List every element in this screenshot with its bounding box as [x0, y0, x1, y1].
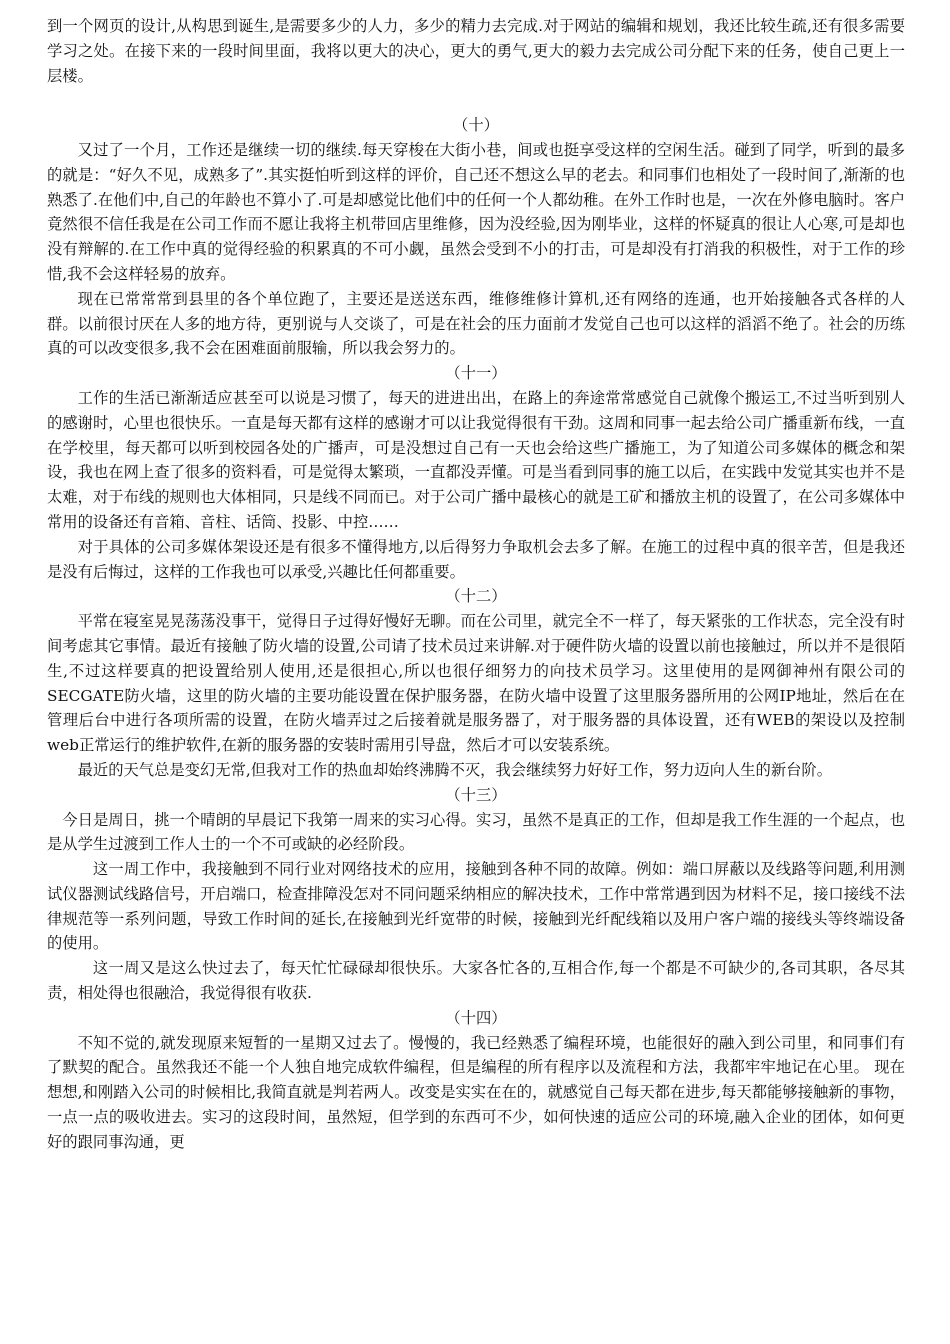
section-12-paragraph-1: 平常在寝室晃晃荡荡没事干，觉得日子过得好慢好无聊。而在公司里，就完全不一样了，每天紧张的工作状态，完全没有时间考虑其它事情。最近有接触了防火墙的设置,公司请了技术员过来讲解.对于硬件防火墙的设置以前也接触过，所以并不是很陌生,不过这样要真的把设置给别人使用,还是很担心,所以也很仔细努力的向技术员学习。这里使用的是网御神州有限公司的SECGATE防火墙，这里的防火墙的主要功能设置在保护服务器，在防火墙中设置了这里服务器所用的公网IP地址，然后在在管理后台中进行各项所需的设置，在防火墙弄过之后接着就是服务器了，对于服务器的具体设置，还有WEB的架设以及控制web正常运行的维护软件,在新的服务器的安装时需用引导盘，然后才可以安装系统。 — [47, 612, 905, 755]
section-10-paragraph-1: 又过了一个月，工作还是继续一切的继续.每天穿梭在大街小巷，间或也挺享受这样的空闲生活。碰到了同学，听到的最多的就是：“好久不见，成熟多了”.其实挺怕听到这样的评价，自己还不想这么早的老去。和同事们也相处了一段时间了,渐渐的也熟悉了.在他们中,自己的年龄也不算小了.可是却感觉比他们中的任何一个人都幼稚。在外工作时也是，一次在外修电脑时。客户竟然很不信任我是在公司工作而不愿让我将主机带回店里维修，因为没经验,因为刚毕业，这样的怀疑真的很让人心寒,可是却也没有辩解的.在工作中真的觉得经验的积累真的不可小觑，虽然会受到不小的打击，可是却没有打消我的积极性，对于工作的珍惜,我不会这样轻易的放弃。 — [47, 140, 905, 283]
intro-paragraph: 到一个网页的设计,从构思到诞生,是需要多少的人力，多少的精力去完成.对于网站的编辑和规划，我还比较生疏,还有很多需要学习之处。在接下来的一段时间里面，我将以更大的决心，更大的勇气,更大的毅力去完成公司分配下来的任务，使自己更上一层楼。 — [47, 17, 905, 85]
document-page — [47, 14, 905, 1155]
section-11-paragraph-1: 工作的生活已渐渐适应甚至可以说是习惯了，每天的进进出出，在路上的奔途常常感觉自己就像个搬运工,不过当听到别人的感谢时，心里也很快乐。一直是每天都有这样的感谢才可以让我觉得很有干劲。这周和同事一起去给公司广播重新布线，一直在学校里，每天都可以听到校园各处的广播声，可是没想过自己有一天也会给这些广播施工，为了知道公司多媒体的概念和架设，我也在网上查了很多的资料看，可是觉得太繁琐，一直都没弄懂。可是当看到同事的施工以后，在实践中发觉其实也并不是太难，对于布线的规则也大体相同，只是线不同而已。对于公司广播中最核心的就是工矿和播放主机的设置了，在公司多媒体中常用的设备还有音箱、音柱、话筒、投影、中控…… — [47, 388, 905, 531]
section-heading-11: （十一） — [445, 364, 507, 383]
section-10-paragraph-2: 现在已常常常到县里的各个单位跑了，主要还是送送东西，维修维修计算机,还有网络的连通，也开始接触各式各样的人群。以前很讨厌在人多的地方待，更别说与人交谈了，可是在社会的压力面前才发觉自己也可以这样的滔滔不绝了。社会的历练真的可以改变很多,我不会在困难面前服输，所以我会努力的。 — [47, 289, 905, 358]
section-12-paragraph-2: 最近的天气总是变幻无常,但我对工作的热血却始终沸腾不灭，我会继续努力好好工作，努力迈向人生的新台阶。 — [77, 760, 833, 779]
section-11-paragraph-2: 对于具体的公司多媒体架设还是有很多不懂得地方,以后得努力争取机会去多了解。在施工的过程中真的很辛苦，但是我还是没有后悔过，这样的工作我也可以承受,兴趣比任何都重要。 — [47, 537, 905, 581]
section-heading-12: （十二） — [445, 587, 507, 606]
section-heading-10: （十） — [453, 116, 499, 135]
blank-line — [47, 88, 905, 113]
section-heading-14: （十四） — [445, 1008, 507, 1027]
section-13-paragraph-1: 今日是周日，挑一个晴朗的早晨记下我第一周来的实习心得。实习，虽然不是真正的工作，但却是我工作生涯的一个起点，也是从学生过渡到工作人士的一个不可或缺的必经阶段。 — [47, 810, 905, 854]
section-13-paragraph-2: 这一周工作中，我接触到不同行业对网络技术的应用，接触到各种不同的故障。例如：端口屏蔽以及线路等问题,利用测试仪器测试线路信号，开启端口，检查排障没怎对不同问题采纳相应的解决技术，工作中常常遇到因为材料不足，接口接线不法律规范等一系列问题，导致工作时间的延长,在接触到光纤宽带的时候，接触到光纤配线箱以及用户客户端的接线头等终端设备的使用。 — [47, 860, 905, 953]
section-14-paragraph-1: 不知不觉的,就发现原来短暂的一星期又过去了。慢慢的，我已经熟悉了编程环境，也能很好的融入到公司里，和同事们有了默契的配合。虽然我还不能一个人独自地完成软件编程，但是编程的所有程序以及流程和方法，我都牢牢地记在心里。 现在想想,和刚踏入公司的时候相比,我简直就是判若两人。改变是实实在在的，就感觉自己每天都在进步,每天都能够接触新的事物，一点一点的吸收进去。实习的这段时间，虽然短，但学到的东西可不少，如何快速的适应公司的环境,融入企业的团体，如何更好的跟同事沟通，更 — [47, 1033, 905, 1151]
section-13-paragraph-3: 这一周又是这么快过去了，每天忙忙碌碌却很快乐。大家各忙各的,互相合作,每一个都是不可缺少的,各司其职，各尽其责，相处得也很融洽，我觉得很有收获. — [47, 959, 905, 1003]
section-heading-13: （十三） — [445, 785, 507, 804]
